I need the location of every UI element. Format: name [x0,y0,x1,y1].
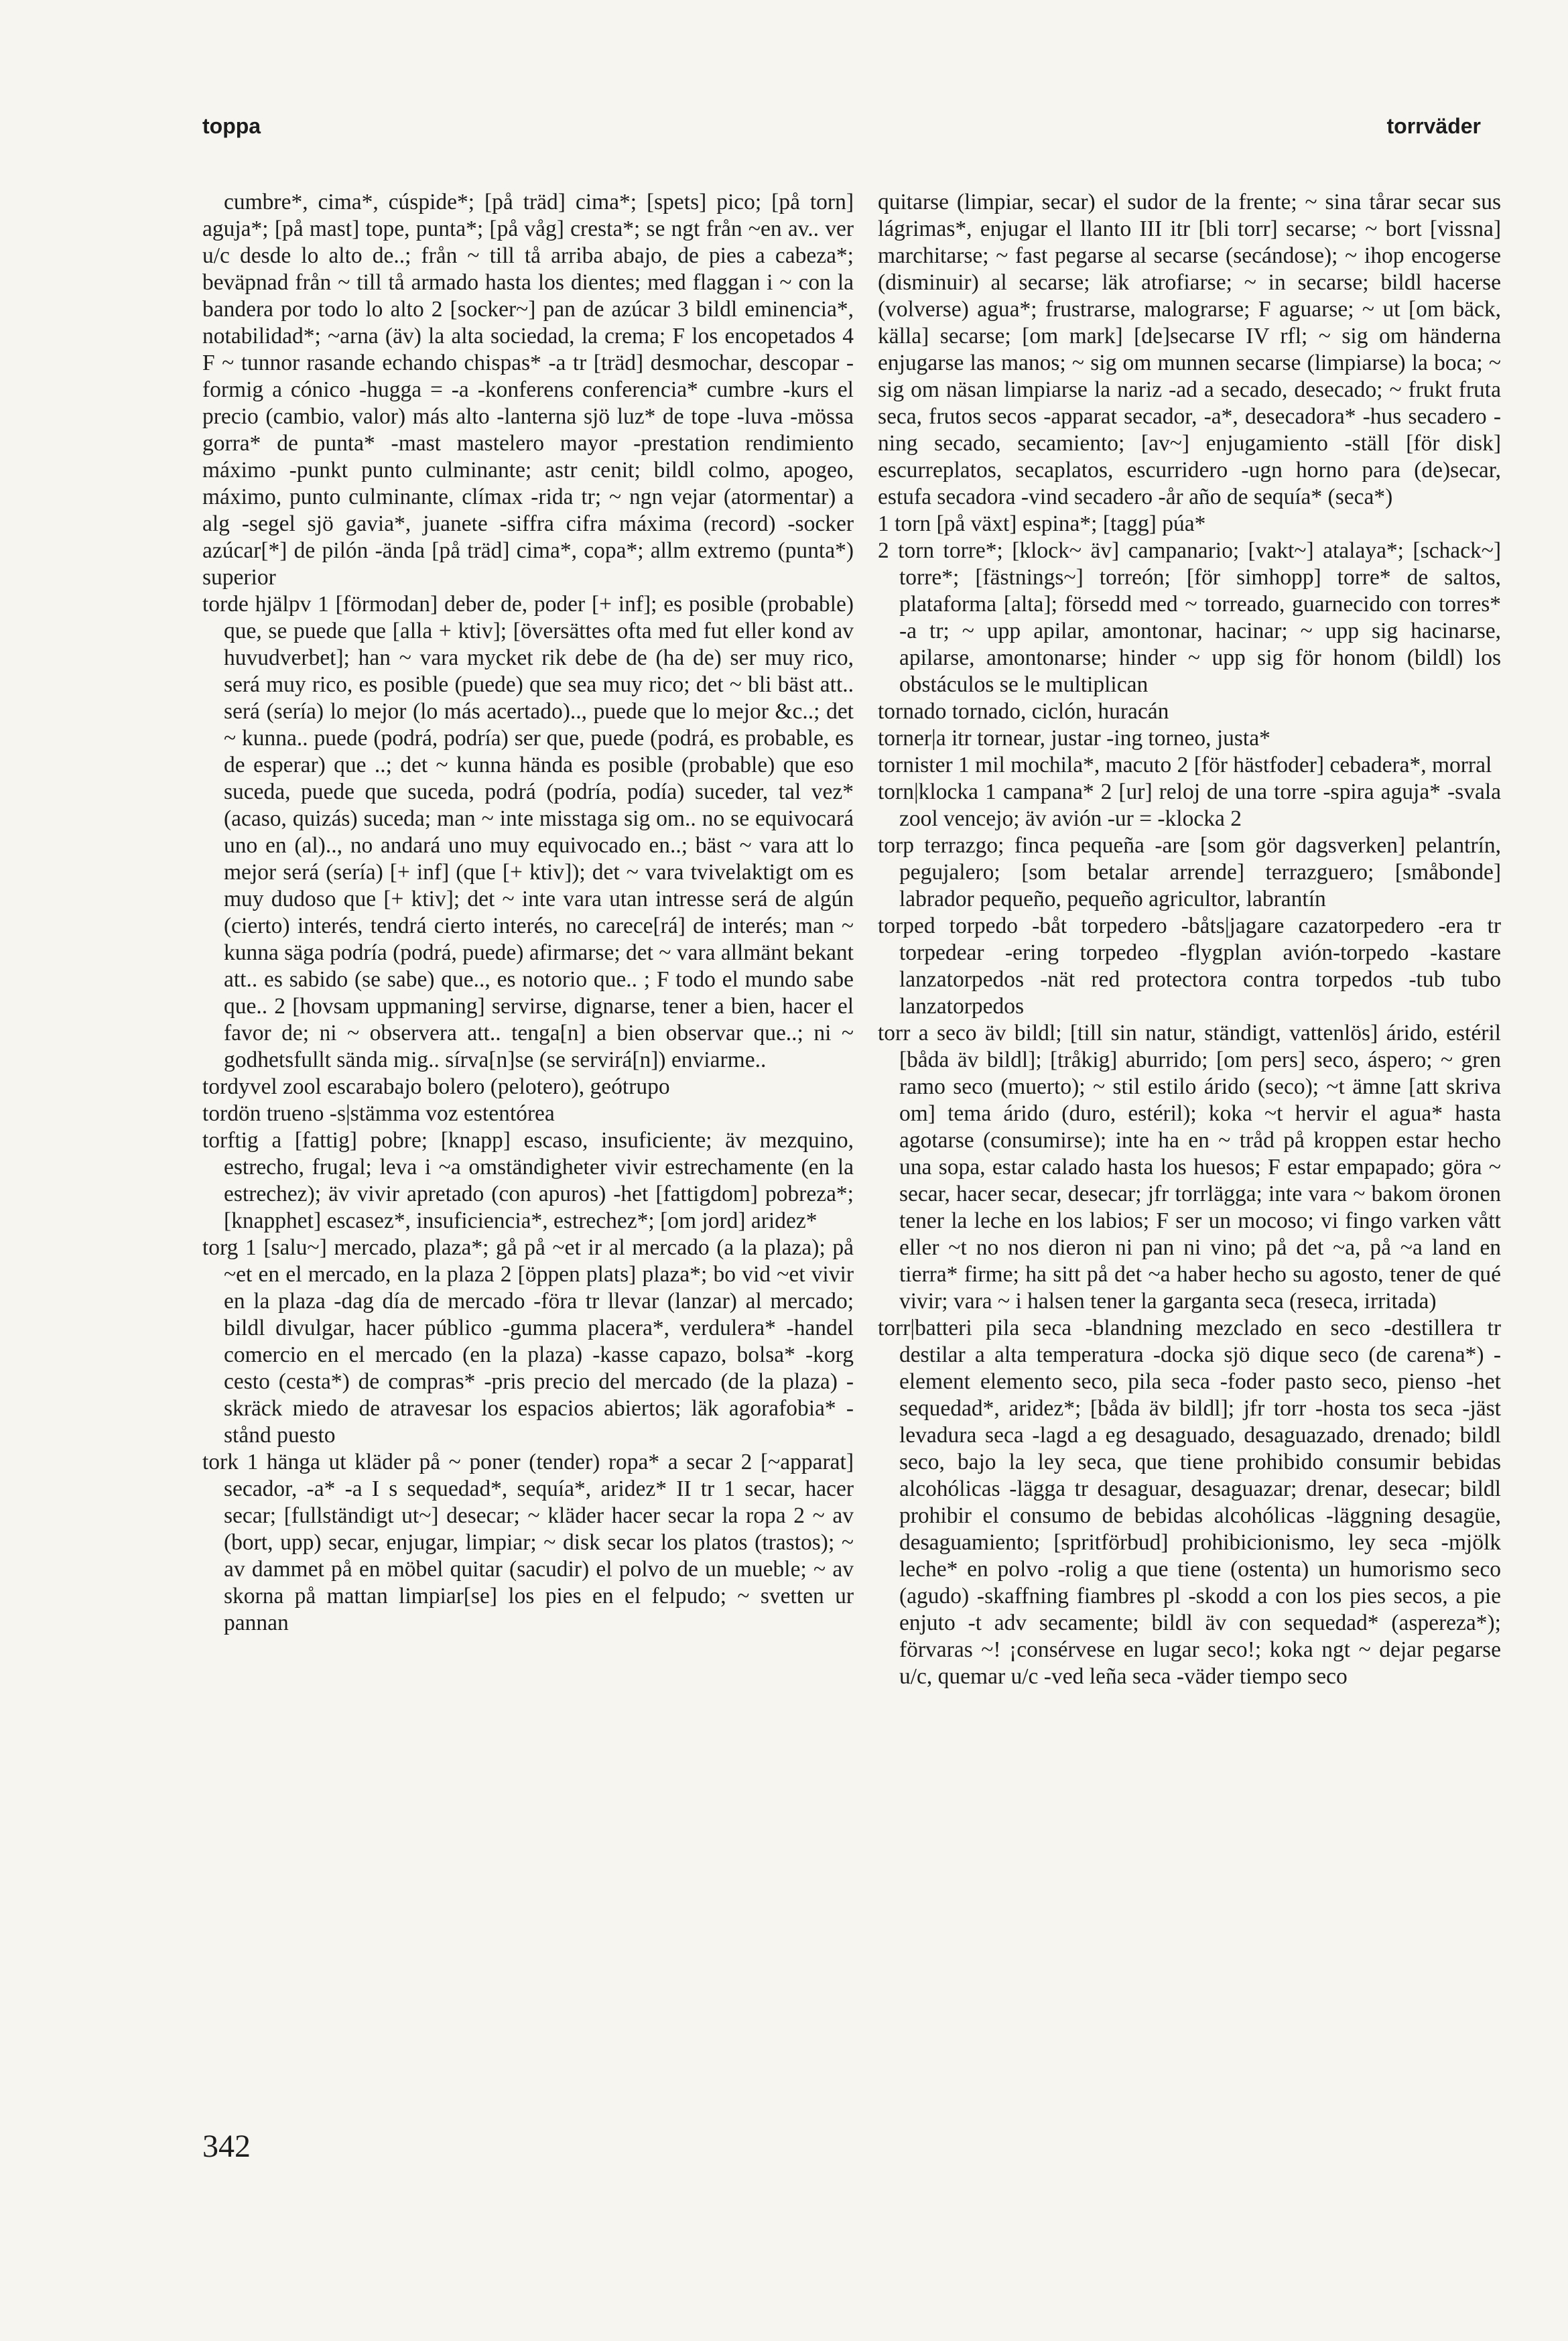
entry-torde: torde hjälpv 1 [förmodan] deber de, poder [+ inf]; es posible (probable) que, se puede que [alla + ktiv]; [översättes ofta med fut eller kond av huvudverbet]; han ~ vara mycket rik debe de (ha de) ser muy rico, será muy rico, es posible (puede) que sea muy rico; det ~ bli bäst att.. será (sería) lo mejor (lo más acertado).., puede que lo mejor &c..; det ~ kunna.. puede (podrá, podría) ser que, puede (podrá, es probable, es de esperar) que ..; det ~ kunna hända es posible (probable) que eso suceda, puede que suceda, podrá (podría, podía) suceder, tal vez* (acaso, quizás) suceda; man ~ inte misstaga sig om.. no se equivocará uno en (al).., no andará uno muy equivocado en..; bäst ~ vara att lo mejor será (sería) [+ inf] (que [+ ktiv]); det ~ vara tvivelaktigt om es muy dudoso que [+ ktiv]; det ~ inte vara utan intresse será de algún (cierto) interés, tendrá cierto interés, no carece[rá] de interés; man ~ kunna säga podría (podrá, puede) afirmarse; det ~ vara allmänt bekant att.. es sabido (se sabe) que.., es notorio que.. ; F todo el mundo sabe que.. 2 [hovsam uppmaning] servirse, dignarse, tener a bien, hacer el favor de; ni ~ observera att.. tenga[n] a bien observar que..; ni ~ godhetsfullt sända mig.. sírva[n]se (se servirá[n]) enviarme.. [202,592,854,1072]
entry-tork: tork 1 hänga ut kläder på ~ poner (tender) ropa* a secar 2 [~apparat] secador, -a* -a I s sequedad*, sequía*, aridez* II tr 1 secar, hacer secar; [fullständigt ut~] desecar; ~ kläder hacer secar la ropa 2 ~ av (bort, upp) secar, enjugar, limpiar; ~ disk secar los platos (trastos); ~ av dammet på en möbel quitar (sacudir) el polvo de un mueble; ~ av skorna på mattan limpiar[se] los pies en el felpudo; ~ svetten ur pannan [202,1450,854,1635]
dictionary-column-left [202,189,854,2146]
header-guide-word-right: torrväder [1386,114,1481,138]
entry-torr: torr a seco äv bildl; [till sin natur, ständigt, vattenlös] árido, estéril [båda äv bildl]; [tråkig] aburrido; [om pers] seco, áspero; ~ gren ramo seco (muerto); ~ stil estilo árido (seco); ~t ämne [att skriva om] tema árido (duro, estéril); koka ~t hervir el agua* hasta agotarse (consumirse); inte ha en ~ tråd på kroppen estar hecho una sopa, estar calado hasta los huesos; F estar empapado; göra ~ secar, hacer secar, desecar; jfr torrlägga; inte vara ~ bakom öronen tener la leche en los labios; F ser un mocoso; vi fingo varken vått eller ~t no nos dieron ni pan ni vino; på det ~a, på ~a land en tierra* firme; ha sitt på det ~a haber hecho su agosto, tener de qué vivir; vara ~ i halsen tener la garganta seca (reseca, irritada) [878,1021,1501,1314]
entry-torp: torp terrazgo; finca pequeña -are [som gör dagsverken] pelantrín, pegujalero; [som betalar arrende] terrazguero; [småbonde] labrador pequeño, pequeño agricultor, labrantín [878,833,1501,911]
entry-2-torn: 2 torn torre*; [klock~ äv] campanario; [vakt~] atalaya*; [schack~] torre*; [fästnings~] torreón; [för simhopp] torre* de saltos, plataforma [alta]; försedd med ~ torreado, guarnecido con torres* -a tr; ~ upp apilar, amontonar, hacinar; ~ upp sig hacinarse, apilarse, amontonarse; hinder ~ upp sig för honom (bildl) los obstáculos se le multiplican [878,538,1501,697]
header-guide-word-left: toppa [202,114,261,138]
entry-tornado: tornado tornado, ciclón, huracán [878,699,1169,724]
entry-tordyvel: tordyvel zool escarabajo bolero (pelotero), geótrupo [202,1074,670,1099]
entry-tornister: tornister 1 mil mochila*, macuto 2 [för hästfoder] cebadera*, morral [878,753,1492,777]
entry-continuation-tork: quitarse (limpiar, secar) el sudor de la frente; ~ sina tårar secar sus lágrimas*, enjugar el llanto III itr [bli torr] secarse; ~ bort [vissna] marchitarse; ~ fast pegarse al secarse (secándose); ~ ihop encogerse (disminuir) al secarse; läk atrofiarse; ~ in secarse; bildl hacerse (volverse) agua*; frustrarse, malograrse; F aguarse; ~ ut [om bäck, källa] secarse; [om mark] [de]secarse IV rfl; ~ sig om händerna enjugarse las manos; ~ sig om munnen secarse (limpiarse) la boca; ~ sig om näsan limpiarse la nariz -ad a secado, desecado; ~ frukt fruta seca, frutos secos -apparat secador, -a*, desecadora* -hus secadero -ning secado, secamiento; [av~] enjugamiento -ställ [för disk] escurreplatos, secaplatos, escurridero -ugn horno para (de)secar, estufa secadora -vind secadero -år año de sequía* (seca*) [878,190,1501,509]
entry-continuation-toppa: cumbre*, cima*, cúspide*; [på träd] cima*; [spets] pico; [på torn] aguja*; [på mast] tope, punta*; [på våg] cresta*; se ngt från ~en av.. ver u/c desde lo alto de..; från ~ till tå arriba abajo, de pies a cabeza*; beväpnad från ~ till tå armado hasta los dientes; med flaggan i ~ con la bandera por todo lo alto 2 [socker~] pan de azúcar 3 bildl eminencia*, notabilidad*; ~arna (äv) la alta sociedad, la crema; F los encopetados 4 F ~ tunnor rasande echando chispas* -a tr [träd] desmochar, descopar -formig a cónico -hugga = -a -konferens conferencia* cumbre -kurs el precio (cambio, valor) más alto -lanterna sjö luz* de tope -luva -mössa gorra* de punta* -mast mastelero mayor -prestation rendimiento máximo -punkt punto culminante; astr cenit; bildl colmo, apogeo, máximo, punto culminante, clímax -rida tr; ~ ngn vejar (atormentar) a alg -segel sjö gavia*, juanete -siffra cifra máxima (record) -socker azúcar[*] de pilón -ända [på träd] cima*, copa*; allm extremo (punta*) superior [202,190,854,590]
entry-1-torn: 1 torn [på växt] espina*; [tagg] púa* [878,511,1206,536]
entry-torg: torg 1 [salu~] mercado, plaza*; gå på ~et ir al mercado (a la plaza); på ~et en el mercado, en la plaza 2 [öppen plats] plaza*; bo vid ~et vivir en la plaza -dag día de mercado -föra tr llevar (lanzar) al mercado; bildl divulgar, hacer público -gumma placera*, verdulera* -handel comercio en el mercado (en la plaza) -kasse capazo, bolsa* -korg cesto (cesta*) de compras* -pris precio del mercado (de la plaza) -skräck miedo de atravesar los espacios abiertos; läk agorafobia* -stånd puesto [202,1235,854,1448]
entry-torftig: torftig a [fattig] pobre; [knapp] escaso, insuficiente; äv mezquino, estrecho, frugal; leva i ~a omständigheter vivir estrechamente (en la estrechez); äv vivir apretado (con apuros) -het [fattigdom] pobreza*; [knapphet] escasez*, insuficiencia*, estrechez*; [om jord] aridez* [202,1128,854,1233]
running-header [202,114,1481,161]
entry-tordon: tordön trueno -s|stämma voz estentórea [202,1101,555,1126]
entry-tornklocka: torn|klocka 1 campana* 2 [ur] reloj de una torre -spira aguja* -svala zool vencejo; äv avión -ur = -klocka 2 [878,779,1501,831]
dictionary-column-right [878,189,1501,2146]
page-number: 342 [202,2129,251,2164]
entry-torped: torped torpedo -båt torpedero -båts|jagare cazatorpedero -era tr torpedear -ering torpedeo -flygplan avión-torpedo -kastare lanzatorpedos -nät red protectora contra torpedos -tub tubo lanzatorpedos [878,913,1501,1019]
entry-tornera: torner|a itr tornear, justar -ing torneo, justa* [878,726,1270,751]
entry-torrbatteri: torr|batteri pila seca -blandning mezclado en seco -destillera tr destilar a alta temperatura -docka sjö dique seco (de carena*) -element elemento seco, pila seca -foder pasto seco, pienso -het sequedad*, aridez*; [båda äv bildl]; jfr torr -hosta tos seca -jäst levadura seca -lagd a eg desaguado, desaguazado, drenado; bildl seco, bajo la ley seca, que tiene prohibido consumir bebidas alcohólicas -lägga tr desaguar, desaguazar; drenar, desecar; bildl prohibir el consumo de bebidas alcohólicas -läggning desagüe, desaguamiento; [spritförbud] prohibicionismo, ley seca -mjölk leche* en polvo -rolig a que tiene (ostenta) un humorismo seco (agudo) -skaffning fiambres pl -skodd a con los pies secos, a pie enjuto -t adv secamente; bildl äv con sequedad* (aspereza*); förvaras ~! ¡consérvese en lugar seco!; koka ngt ~ dejar pegarse u/c, quemar u/c -ved leña seca -väder tiempo seco [878,1316,1501,1689]
